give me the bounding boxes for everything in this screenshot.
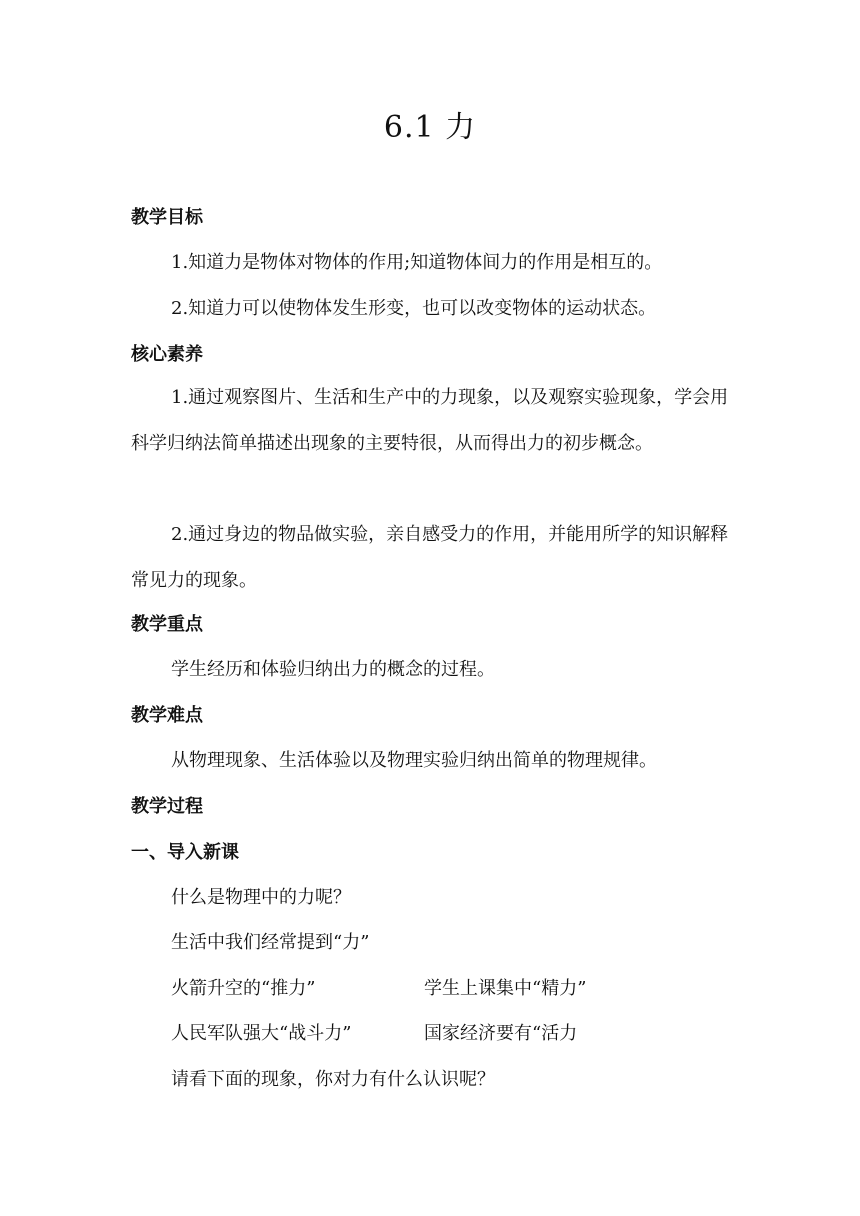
literacy-2	[131, 512, 731, 604]
example-2a: 人民军队强大“战斗力”	[171, 1023, 352, 1044]
literacy-heading: 核心素养	[131, 344, 203, 365]
intro-heading: 一、导入新课	[131, 842, 239, 863]
literacy-2-text: 2.通过身边的物品做实验，亲自感受力的作用，并能用所学的知识解释常见力的现象。	[131, 524, 729, 591]
objective-1: 1.知道力是物体对物体的作用;知道物体间力的作用是相互的。	[171, 252, 663, 273]
intro-life: 生活中我们经常提到“力”	[171, 932, 370, 953]
objectives-heading: 教学目标	[131, 207, 203, 228]
example-1a: 火箭升空的“推力”	[171, 978, 316, 999]
page-title: 6.1 力	[383, 110, 477, 145]
key-1: 学生经历和体验归纳出力的概念的过程。	[171, 659, 495, 680]
difficulty-1: 从物理现象、生活体验以及物理实验归纳出简单的物理规律。	[171, 750, 657, 771]
literacy-1	[131, 375, 731, 467]
process-heading: 教学过程	[131, 796, 203, 817]
difficulty-heading: 教学难点	[131, 705, 203, 726]
literacy-1-text: 1.通过观察图片、生活和生产中的力现象，以及观察实验现象，学会用科学归纳法简单描述出现象的主要特很，从而得出力的初步概念。	[131, 387, 729, 454]
key-heading: 教学重点	[131, 614, 203, 635]
example-2b: 国家经济要有“活力	[424, 1023, 578, 1044]
intro-question: 什么是物理中的力呢？	[171, 887, 351, 908]
example-1b: 学生上课集中“精力”	[424, 978, 587, 999]
intro-prompt: 请看下面的现象，你对力有什么认识呢？	[171, 1069, 495, 1090]
objective-2: 2.知道力可以使物体发生形变，也可以改变物体的运动状态。	[171, 298, 657, 319]
